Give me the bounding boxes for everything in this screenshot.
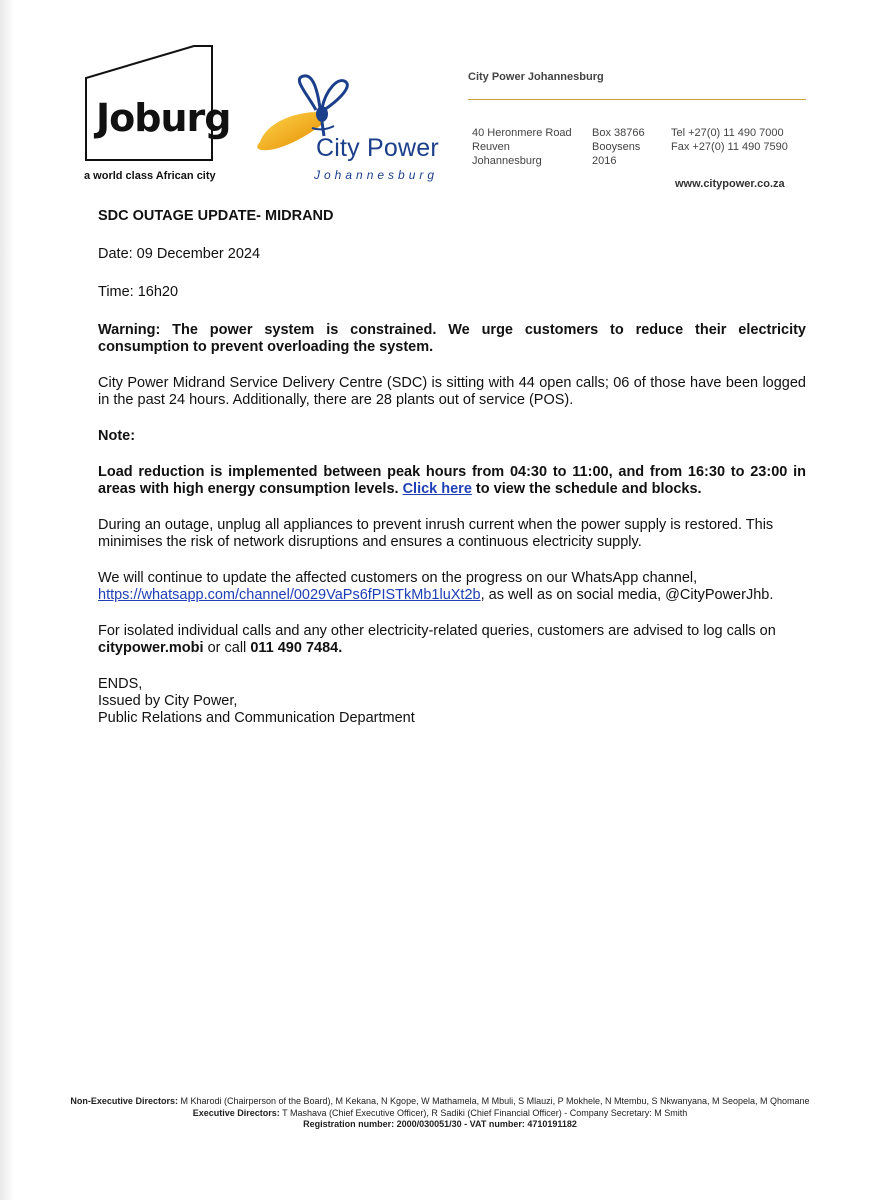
load-reduction-paragraph [98,464,806,498]
postal-address [592,126,645,168]
organization-name: City Power Johannesburg [468,71,604,83]
document-date: Date: 09 December 2024 [98,246,261,262]
issued-by-line: Issued by City Power, [98,693,238,709]
document-time: Time: 16h20 [98,284,179,300]
load-reduction-text-end: to view the schedule and blocks. [471,481,702,497]
city-power-logo-sub: Johannesburg [314,168,439,182]
document-body [98,208,806,727]
ends-line: ENDS, [98,676,143,692]
box-line: 2016 [592,155,617,167]
executive-names: T Mashava (Chief Executive Officer), R Sadiki (Chief Financial Officer) - Company Secretary: M Smith [279,1107,688,1118]
city-power-logo-name: City Power [316,134,439,162]
whatsapp-text: We will continue to update the affected customers on the progress on our WhatsApp channel, [98,570,698,586]
registration-line [60,1119,820,1131]
box-line: Box 38766 [592,127,645,139]
outage-advice-paragraph: During an outage, unplug all appliances to prevent inrush current when the power supply is restored. This minimises the risk of network disruptions and ensures a continuous electricity supply. [98,517,774,550]
queries-paragraph [98,623,806,657]
whatsapp-channel-link[interactable]: https://whatsapp.com/channel/0029VaPs6fPISTkMb1luXt2b [98,587,481,603]
telephone: Tel +27(0) 11 490 7000 [671,127,784,139]
load-reduction-text: Load reduction is implemented between peak hours from 04:30 to 11:00, and from 16:30 to 23:00 in areas with high energy consumption levels. [98,464,806,497]
header-divider [468,99,806,100]
non-executive-directors [60,1096,820,1108]
non-executive-names: M Kharodi (Chairperson of the Board), M Kekana, N Kgope, W Mathamela, M Mbuli, S Mlauzi, P Mokhele, N Mtembu, S Nkwanyana, M Seopela, M Qhomane [177,1096,810,1106]
address-line: Reuven [472,141,510,153]
footer [60,1096,820,1131]
non-executive-label: Non-Executive Directors: [70,1096,178,1106]
website-link[interactable]: www.citypower.co.za [675,178,785,190]
document-heading: SDC OUTAGE UPDATE- MIDRAND [98,208,334,224]
call-centre-number: 011 490 7484. [250,640,343,656]
address-line: Johannesburg [472,155,542,167]
joburg-tagline: a world class African city [84,170,216,182]
queries-text-mid: or call [203,640,251,656]
executive-label: Executive Directors: [192,1107,280,1118]
citypower-mobi-link[interactable]: citypower.mobi [98,640,204,656]
page-edge [0,0,14,1200]
joburg-logo-text: Joburg [96,96,231,140]
registration-text: Registration number: 2000/030051/30 - VAT number: 4710191182 [303,1119,577,1129]
address-line: 40 Heronmere Road [472,127,572,139]
street-address [472,126,572,168]
queries-text: For isolated individual calls and any other electricity-related queries, customers are advised to log calls on [98,623,776,639]
box-line: Booysens [592,141,641,153]
phone-numbers [671,126,788,154]
warning-paragraph: Warning: The power system is constrained. We urge customers to reduce their electricity consumption to prevent overloading the system. [98,322,806,355]
schedule-link[interactable]: Click here [402,481,472,497]
whatsapp-text-end: , as well as on social media, @CityPowerJhb. [480,587,774,603]
note-label: Note: [98,428,136,444]
department-line: Public Relations and Communication Department [98,710,415,726]
executive-directors [60,1108,820,1120]
fax: Fax +27(0) 11 490 7590 [671,141,788,153]
whatsapp-paragraph [98,570,806,604]
status-paragraph: City Power Midrand Service Delivery Centre (SDC) is sitting with 44 open calls; 06 of those have been logged in the past 24 hours. Additionally, there are 28 plants out of service (POS). [98,375,806,408]
